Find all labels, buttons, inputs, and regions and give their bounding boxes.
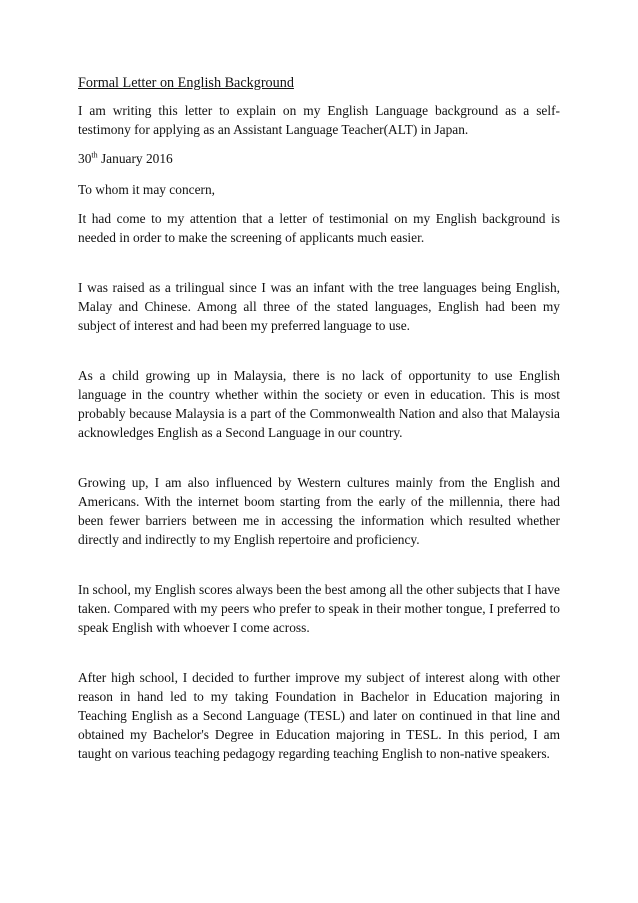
- salutation: To whom it may concern,: [78, 182, 216, 197]
- body-paragraph-3: As a child growing up in Malaysia, there is no lack of opportunity to use English language in the country whether within the society or even in education. This is most probably because Malaysia is a part of the Commonwealth Nation and also that Malaysia acknowledges English as a Second Language in our country.: [78, 368, 560, 440]
- intro-paragraph: I am writing this letter to explain on my English Language background as a self-testimony for applying as an Assistant Language Teacher(ALT) in Japan.: [78, 103, 560, 137]
- date-day: 30: [78, 151, 92, 166]
- body-paragraph-5: In school, my English scores always been the best among all the other subjects that I have taken. Compared with my peers who prefer to speak in their mother tongue, I preferred to speak English with whoever I come across.: [78, 582, 560, 635]
- body-paragraph-2: I was raised as a trilingual since I was an infant with the tree languages being English, Malay and Chinese. Among all three of the stated languages, English had been my subject of interest and had been my preferred language to use.: [78, 280, 560, 333]
- letter-title: Formal Letter on English Background: [78, 75, 294, 91]
- body-paragraph-4: Growing up, I am also influenced by Western cultures mainly from the English and Americans. With the internet boom starting from the early of the millennia, there had been fewer barriers between me in accessing the information which resulted whether directly and indirectly to my English repertoire and proficiency.: [78, 475, 560, 547]
- date-suffix: th: [91, 150, 98, 160]
- letter-date: [78, 149, 560, 168]
- date-rest: January 2016: [97, 151, 173, 166]
- body-paragraph-6: After high school, I decided to further improve my subject of interest along with other reason in hand led to my taking Foundation in Bachelor in Education majoring in Teaching English as a Second Language (TESL) and later on continued in that line and obtained my Bachelor's Degree in Education majoring in TESL. In this period, I am taught on various teaching pedagogy regarding teaching English to non-native speakers.: [78, 670, 560, 761]
- body-paragraph-1: It had come to my attention that a letter of testimonial on my English background is needed in order to make the screening of applicants much easier.: [78, 211, 560, 245]
- letter-content: [78, 73, 560, 773]
